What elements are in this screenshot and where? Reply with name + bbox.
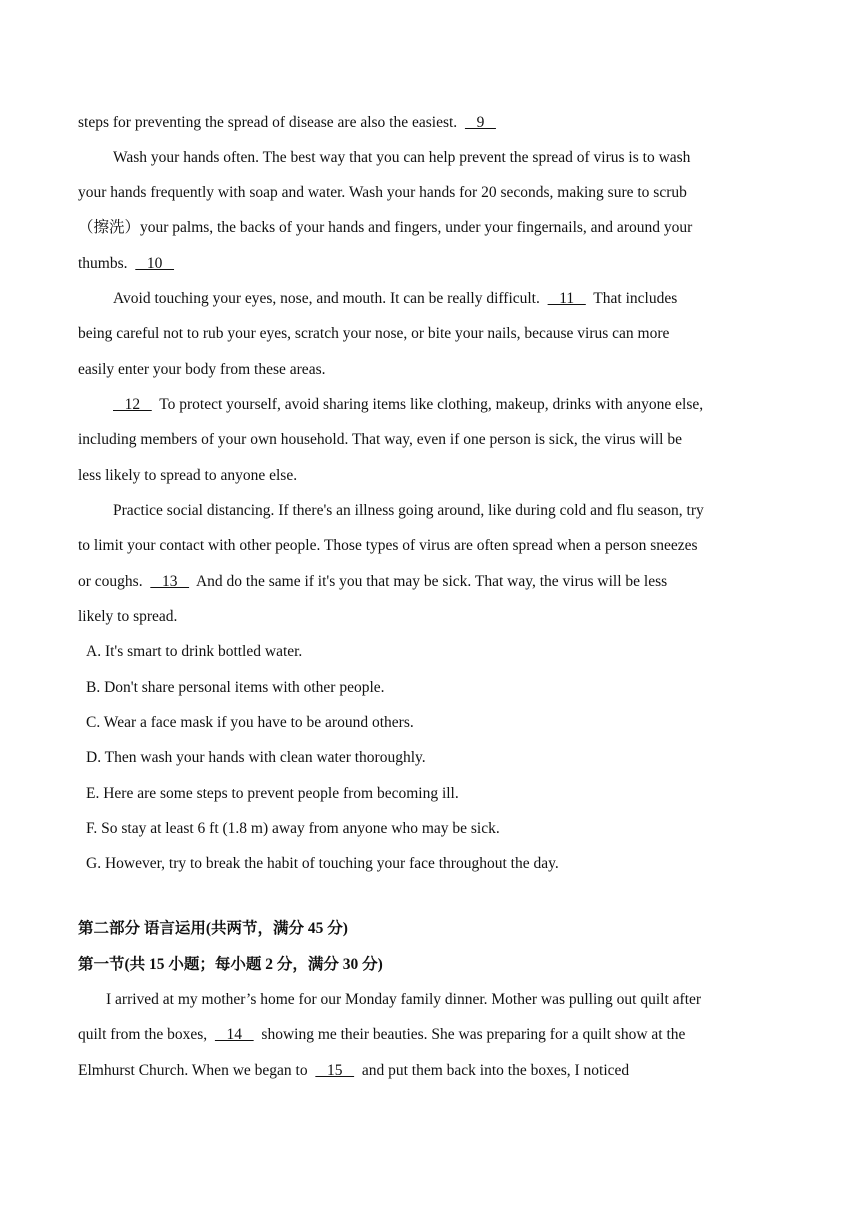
passage2-line [78, 1025, 685, 1045]
passage-line [113, 395, 703, 415]
passage-text: or coughs. [78, 573, 143, 590]
passage-line: to limit your contact with other people. Those types of virus are often spread when a person sneezes [78, 537, 698, 554]
passage-line: less likely to spread to anyone else. [78, 467, 298, 484]
passage-text: quilt from the boxes, [78, 1026, 208, 1043]
blank-9: 9 [464, 114, 496, 131]
passage-line [78, 113, 496, 133]
blank-15: 15 [315, 1062, 355, 1079]
option-c: C. Wear a face mask if you have to be around others. [86, 714, 414, 731]
passage2-line: I arrived at my mother’s home for our Monday family dinner. Mother was pulling out quilt after [106, 991, 702, 1008]
passage-line [78, 254, 174, 274]
passage-text: Elmhurst Church. When we began to [78, 1062, 308, 1079]
passage-line: Wash your hands often. The best way that you can help prevent the spread of virus is to wash [113, 149, 691, 166]
passage-line: including members of your own household. That way, even if one person is sick, the virus will be [78, 431, 682, 448]
option-f: F. So stay at least 6 ft (1.8 m) away from anyone who may be sick. [86, 820, 500, 837]
passage-line: Practice social distancing. If there's an illness going around, like during cold and flu season, try [113, 502, 704, 519]
passage-text: That includes [593, 290, 678, 307]
option-b: B. Don't share personal items with other people. [86, 679, 385, 696]
passage-text: thumbs. [78, 255, 128, 272]
passage-text: Avoid touching your eyes, nose, and mouth. It can be really difficult. [113, 290, 540, 307]
passage-text: And do the same if it's you that may be sick. That way, the virus will be less [195, 573, 668, 590]
passage-line: being careful not to rub your eyes, scratch your nose, or bite your nails, because virus can more [78, 325, 670, 342]
passage-line: your hands frequently with soap and water. Wash your hands for 20 seconds, making sure to scrub [78, 184, 687, 201]
passage2-line [78, 1061, 629, 1081]
blank-11: 11 [547, 290, 586, 307]
blank-14: 14 [214, 1026, 254, 1043]
subsection-heading: 第一节(共 15 小题；每小题 2 分，满分 30 分) [78, 956, 383, 973]
blank-12: 12 [113, 396, 152, 413]
passage-text: To protect yourself, avoid sharing items like clothing, makeup, drinks with anyone else, [159, 396, 704, 413]
blank-13: 13 [150, 573, 190, 590]
passage-line [78, 572, 667, 592]
section-heading: 第二部分 语言运用(共两节，满分 45 分) [78, 920, 348, 937]
passage-line [113, 289, 677, 309]
blank-10: 10 [135, 255, 175, 272]
passage-line: （擦洗）your palms, the backs of your hands and fingers, under your fingernails, and around your [78, 219, 693, 236]
passage-line: easily enter your body from these areas. [78, 361, 326, 378]
passage-text: showing me their beauties. She was preparing for a quilt show at the [261, 1026, 686, 1043]
option-d: D. Then wash your hands with clean water thoroughly. [86, 749, 426, 766]
option-a: A. It's smart to drink bottled water. [86, 643, 303, 660]
option-g: G. However, try to break the habit of touching your face throughout the day. [86, 855, 559, 872]
option-e: E. Here are some steps to prevent people from becoming ill. [86, 785, 459, 802]
passage-text: and put them back into the boxes, I noticed [361, 1062, 630, 1079]
passage-line: likely to spread. [78, 608, 178, 625]
passage-text: steps for preventing the spread of disease are also the easiest. [78, 114, 458, 131]
